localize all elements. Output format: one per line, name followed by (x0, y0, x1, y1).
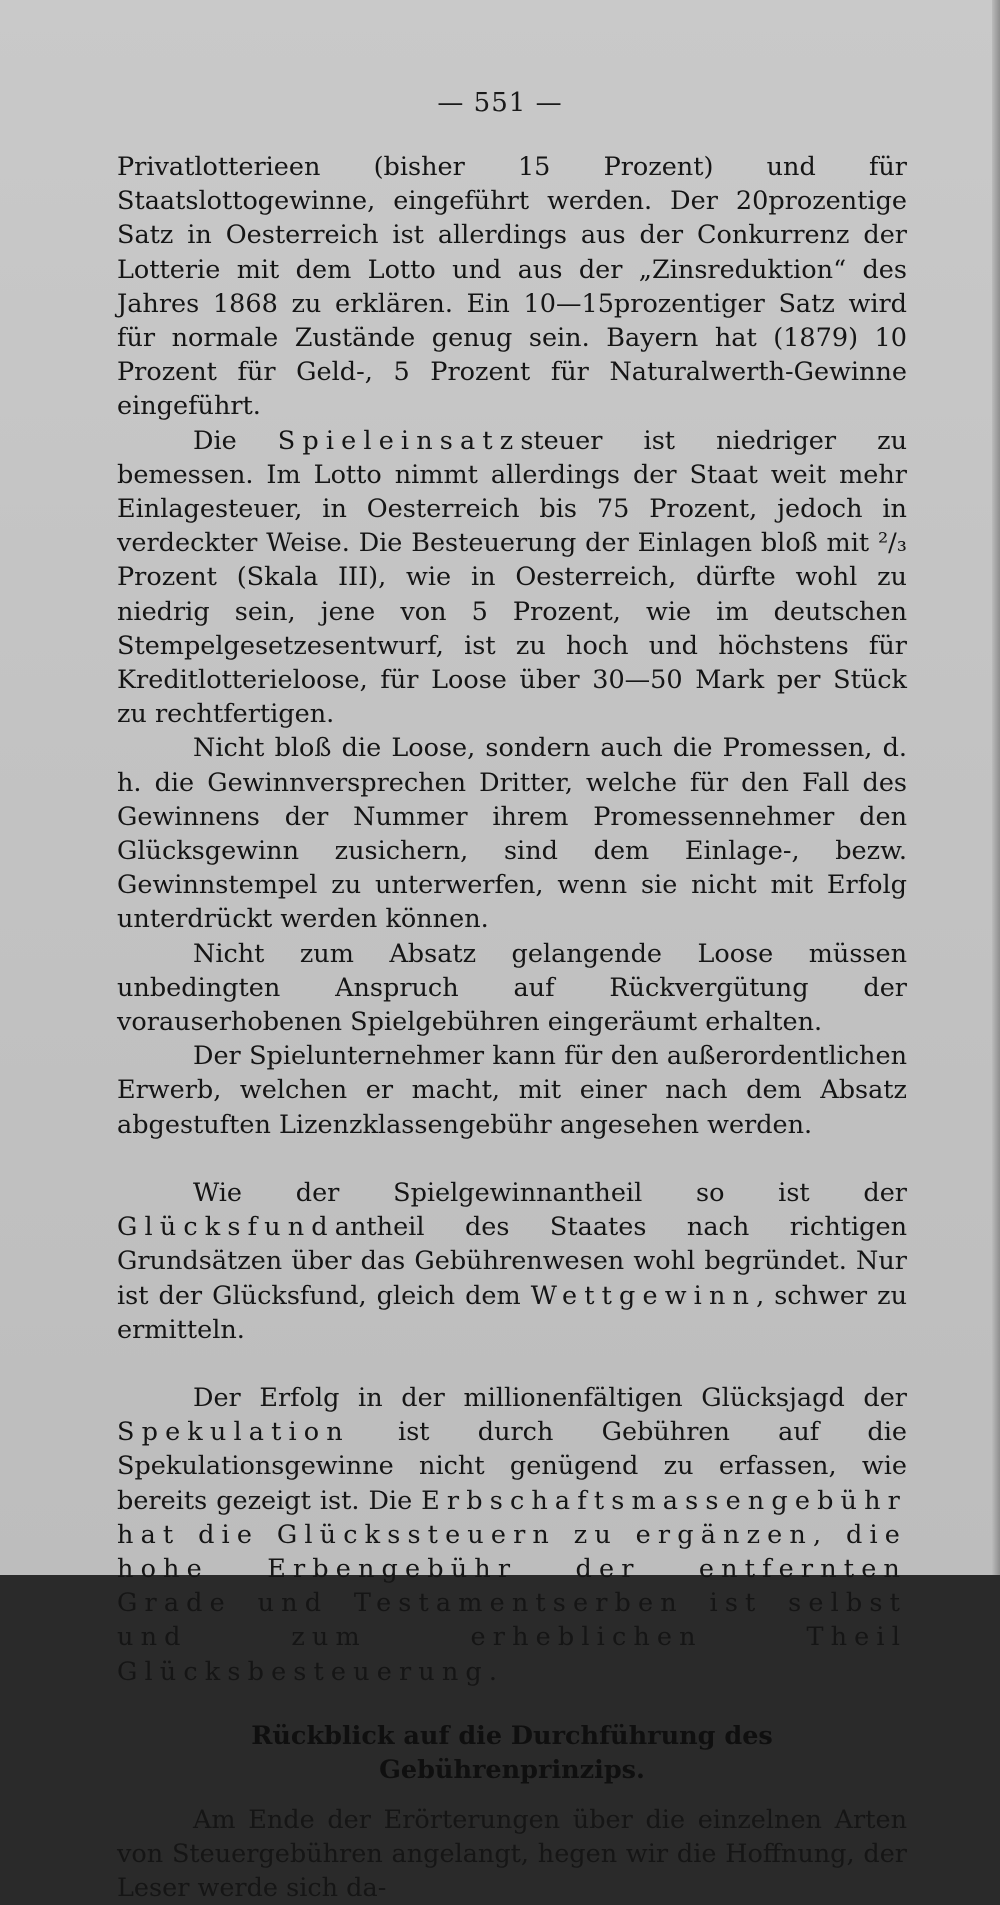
paragraph-1: Privatlotterieen (bisher 15 Prozent) und für Staatslottogewinne, eingeführt werden. Der 20prozentige Satz in Oesterreich ist allerdings aus der Conkurrenz der Lotterie mit dem Lotto und aus der „Zinsreduktion“ des Jahres 1868 zu erklären. Ein 10—15prozentiger Satz wird für normale Zustände genug sein. Bayern hat (1879) 10 Prozent für Geld-, 5 Prozent für Naturalwerth-Gewinne eingeführt. (117, 152, 907, 422)
paragraph-final: Am Ende der Erörterungen über die einzelnen Arten von Steuergebühren angelangt, hegen wir die Hoffnung, der Leser werde sich da- (117, 1804, 907, 1904)
paragraph-7-middle: ist durch Gebühren auf die Spekulationsgewinne nicht genügend zu erfassen, wie bereits gezeigt ist. Die (117, 1417, 907, 1516)
paragraph-7 (117, 1381, 907, 1689)
paragraph-2-lead: Die (193, 425, 278, 456)
paragraph-7-lead: Der Erfolg in der millionenfältigen Glücksjagd der (193, 1382, 907, 1413)
page-body (117, 150, 907, 1905)
page-number: — 551 — (437, 88, 563, 118)
paragraph-2 (117, 424, 907, 732)
paragraph-6 (117, 1176, 907, 1347)
section-heading: Rückblick auf die Durchführung des Gebührenprinzips. (251, 1720, 773, 1785)
paragraph-6-rest: , schwer zu ermitteln. (117, 1280, 907, 1345)
paragraph-3: Nicht bloß die Loose, sondern auch die Promessen, d. h. die Gewinnversprechen Dritter, welche für den Fall des Gewinnens der Nummer ihrem Promessennehmer den Glücksgewinn zusichern, sind dem Einlage-, bezw. Gewinnstempel zu unterwerfen, wenn sie nicht mit Erfolg unterdrückt werden können. (117, 733, 907, 935)
paragraph-6-spaced-term-2: Wettgewinn (530, 1280, 757, 1311)
paragraph-4: Nicht zum Absatz gelangende Loose müssen unbedingten Anspruch auf Rückvergütung der vorauserhobenen Spielgebühren eingeräumt erhalten. (117, 938, 907, 1038)
paragraph-2-spaced-term: Spieleinsatz (277, 425, 521, 456)
paragraph-6-spaced-term: Glücksfund (117, 1212, 335, 1243)
paragraph-7-spaced-term: Spekulation (117, 1417, 350, 1448)
paragraph-6-middle: antheil des Staates nach richtigen Grundsätzen über das Gebührenwesen wohl begründet. Nur ist der Glücksfund, gleich dem (117, 1212, 907, 1311)
paragraph-5: Der Spielunternehmer kann für den außerordentlichen Erwerb, welchen er macht, mit einer nach dem Absatz abgestuften Lizenzklassengebühr angesehen werden. (117, 1041, 907, 1140)
paragraph-7-rest: . (488, 1656, 497, 1687)
page-edge (992, 0, 1000, 1575)
paragraph-7-spaced-term-2: Erbschaftsmassengebühr hat die Glückssteuern zu ergänzen, die hohe Erbengebühr der entfernten Grade und Testamentserben ist selbst und zum erheblichen Theil Glücksbesteuerung (117, 1485, 907, 1687)
paragraph-2-rest: steuer ist niedriger zu bemessen. Im Lotto nimmt allerdings der Staat weit mehr Einlagesteuer, in Oesterreich bis 75 Prozent, jedoch in verdeckter Weise. Die Besteuerung der Einlagen bloß mit ²/₃ Prozent (Skala III), wie in Oesterreich, dürfte wohl zu niedrig sein, jene von 5 Prozent, wie im deutschen Stempelgesetzesentwurf, ist zu hoch und höchstens für Kreditlotterieloose, für Loose über 30—50 Mark per Stück zu rechtfertigen. (117, 425, 908, 730)
paragraph-6-lead: Wie der Spielgewinnantheil so ist der (193, 1177, 907, 1208)
